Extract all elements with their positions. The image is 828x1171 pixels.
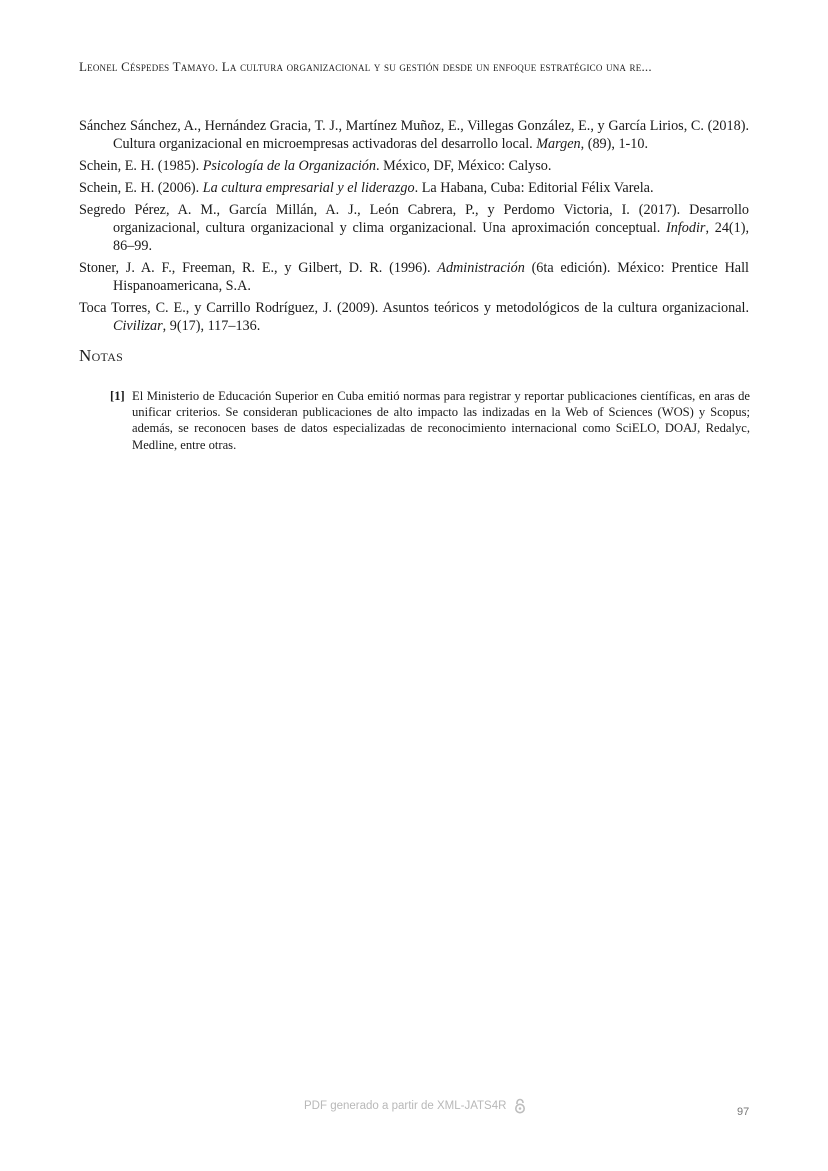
reference-details: . México, DF, México: Calyso.: [376, 158, 552, 174]
note-number[interactable]: [1]: [110, 389, 125, 403]
notes-heading: Notas: [79, 346, 124, 365]
reference-details: , 9(17), 117–136.: [162, 318, 261, 334]
reference-title: Administración: [437, 260, 525, 276]
reference-text: Sánchez Sánchez, A., Hernández Gracia, T. J., Martínez Muñoz, E., Villegas González, E., y García Lirios, C. (2018). Cultura organizacional en microempresas activadoras del desarrollo local.: [79, 118, 749, 152]
reference-journal: Margen: [536, 136, 581, 152]
reference-text: Toca Torres, C. E., y Carrillo Rodríguez, J. (2009). Asuntos teóricos y metodológicos de la cultura organizacional.: [79, 300, 749, 316]
reference-details: , 24(1), 86–99.: [113, 220, 750, 254]
reference-item: [79, 179, 749, 197]
reference-item: [79, 299, 749, 335]
generated-by-text: PDF generado a partir de XML-JATS4R: [304, 1100, 507, 1112]
reference-item: [79, 117, 749, 153]
reference-details: , (89), 1-10.: [580, 136, 649, 152]
reference-list: [79, 117, 749, 339]
open-access-icon: [514, 1098, 526, 1114]
reference-text: Segredo Pérez, A. M., García Millán, A. J., León Cabrera, P., y Perdomo Victoria, I. (2017). Desarrollo organizacional, cultura organizacional y clima organizacional. Una aproximación conceptual.: [79, 202, 749, 236]
note-item: [110, 388, 750, 453]
reference-journal: Civilizar: [113, 318, 163, 334]
page-number: 97: [737, 1106, 750, 1118]
reference-details: (6ta edición). México: Prentice Hall Hispanoamericana, S.A.: [113, 260, 749, 294]
reference-title: La cultura empresarial y el liderazgo: [202, 180, 415, 196]
reference-journal: Infodir: [666, 220, 706, 236]
reference-item: [79, 157, 749, 175]
reference-title: Psicología de la Organización: [202, 158, 376, 174]
reference-item: [79, 201, 749, 255]
notes-list: [110, 388, 750, 453]
reference-text: Schein, E. H. (1985).: [79, 158, 203, 174]
footer-generated: [304, 1098, 526, 1114]
reference-text: Schein, E. H. (2006).: [79, 180, 203, 196]
note-text: El Ministerio de Educación Superior en Cuba emitió normas para registrar y reportar publicaciones científicas, en aras de unificar criterios. Se consideran publicaciones de alto impacto las indizadas en la Web of Sciences (WOS) y Scopus; además, se reconocen bases de datos especializadas de reconocimiento internacional como SciELO, DOAJ, Redalyc, Medline, entre otras.: [132, 389, 750, 452]
reference-details: . La Habana, Cuba: Editorial Félix Varela.: [414, 180, 654, 196]
running-header: Leonel Céspedes Tamayo. La cultura organizacional y su gestión desde un enfoque estratégico una re...: [79, 59, 652, 74]
reference-text: Stoner, J. A. F., Freeman, R. E., y Gilbert, D. R. (1996).: [79, 260, 438, 276]
reference-item: [79, 259, 749, 295]
